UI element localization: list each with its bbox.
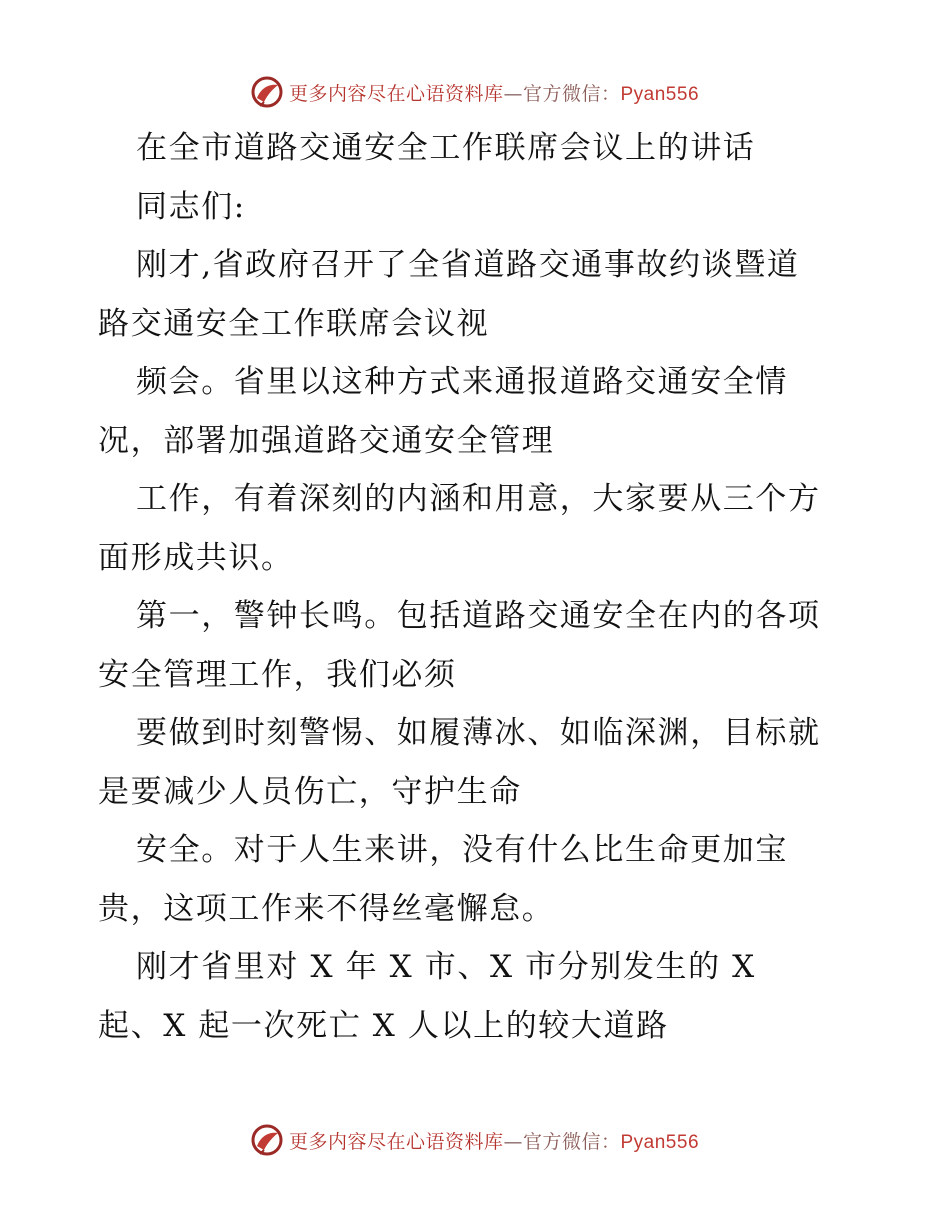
brand-logo-icon <box>251 76 283 108</box>
text-line: 刚才,省政府召开了全省道路交通事故约谈暨道 <box>136 247 800 283</box>
text-line: 况，部署加强道路交通安全管理 <box>98 422 555 459</box>
text-line: 刚才省里对 X 年 X 市、X 市分别发生的 X <box>136 949 756 985</box>
text-line: 频会。省里以这种方式来通报道路交通安全情 <box>136 364 788 400</box>
watermark-account: Pyan556 <box>620 1131 700 1153</box>
footer-watermark <box>0 1120 950 1160</box>
text-line: 起、X 起一次死亡 X 人以上的较大道路 <box>98 1007 669 1044</box>
text-line: 贵，这项工作来不得丝毫懈怠。 <box>98 890 555 927</box>
watermark-text <box>289 1127 699 1154</box>
text-line: 是要减少人员伤亡，守护生命 <box>98 773 522 810</box>
text-line: 要做到时刻警惕、如履薄冰、如临深渊，目标就 <box>136 715 821 751</box>
text-line: 面形成共识。 <box>98 539 294 576</box>
header-watermark <box>0 72 950 112</box>
watermark-dash: — <box>503 82 523 105</box>
watermark-wechat-label: 官方微信： <box>522 82 621 105</box>
document-body <box>98 119 868 1055</box>
watermark-text <box>289 79 699 106</box>
watermark-dash: — <box>503 1130 523 1153</box>
watermark-slogan: 更多内容尽在心语资料库 <box>288 82 504 105</box>
text-line: 工作，有着深刻的内涵和用意，大家要从三个方 <box>136 481 821 517</box>
watermark-wechat-label: 官方微信： <box>522 1130 621 1153</box>
text-line: 在全市道路交通安全工作联席会议上的讲话 <box>136 130 756 166</box>
text-line: 路交通安全工作联席会议视 <box>98 305 490 342</box>
watermark-slogan: 更多内容尽在心语资料库 <box>288 1130 504 1153</box>
brand-logo-icon <box>251 1124 283 1156</box>
text-line: 安全。对于人生来讲，没有什么比生命更加宝 <box>136 832 788 868</box>
text-line: 安全管理工作，我们必须 <box>98 656 457 693</box>
text-line: 同志们: <box>136 188 246 225</box>
watermark-account: Pyan556 <box>620 83 700 105</box>
text-line: 第一，警钟长鸣。包括道路交通安全在内的各项 <box>136 598 821 634</box>
